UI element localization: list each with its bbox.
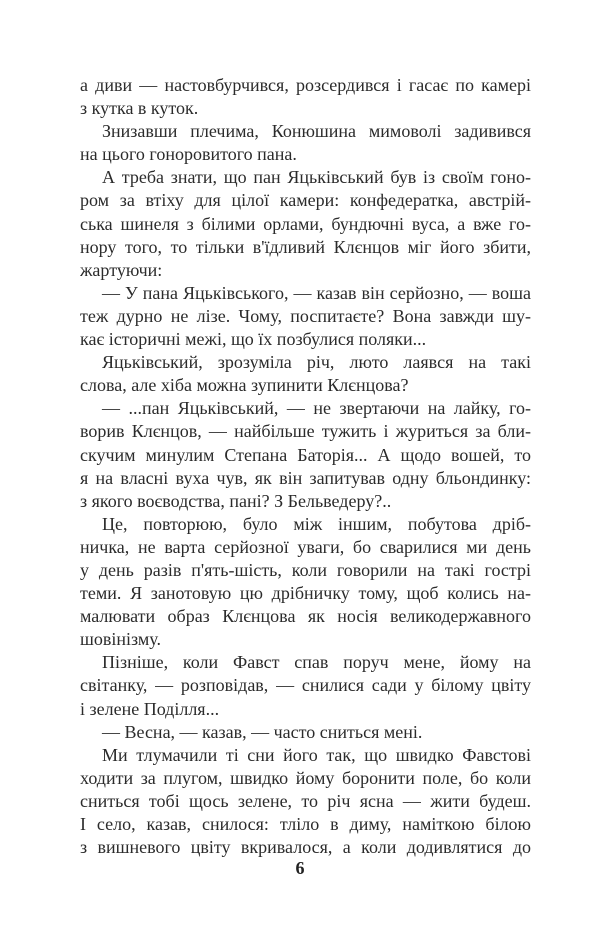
text-line: Яцьківський, зрозуміла річ, люто лаявся на такі [102, 352, 531, 373]
text-line: і зелене Поділля... [80, 698, 220, 719]
text-line: Пізніше, коли Фавст спав поруч мене, йому на [102, 652, 531, 673]
text-line: світанку, — розповідав, — снилися сади у білому цвіту [80, 675, 531, 696]
page-body-text [80, 74, 531, 859]
text-line: Це, повторюю, було між іншим, побутова дріб- [102, 513, 531, 534]
text-line: з вишневого цвіту вкривалося, а коли додивлятися до [80, 837, 531, 858]
text-line: — ...пан Яцьківський, — не звертаючи на лайку, го- [102, 398, 531, 419]
text-line: ром за втіху для цілої камери: конфедератка, австрій- [80, 190, 531, 211]
text-line: сниться тобі щось зелене, то річ ясна — жити будеш. [80, 790, 531, 811]
text-line: скучим минулим Степана Баторія... А щодо вошей, то [80, 444, 531, 465]
text-line: малювати образ Клєнцова як носія великодержавного [80, 606, 531, 627]
text-line: Ми тлумачили ті сни його так, що швидко Фавстові [102, 744, 531, 765]
text-line: нору того, то тільки в'їдливий Клєнцов міг його збити, [80, 236, 531, 257]
text-line: у день разів п'ять-шість, коли говорили на такі гострі [80, 559, 531, 580]
text-line: теж дурно не лізе. Чому, поспитаєте? Вона завжди шу- [80, 305, 531, 326]
text-line: — Весна, — казав, — часто сниться мені. [102, 721, 423, 742]
text-line: А треба знати, що пан Яцьківський був із своїм гоно- [102, 167, 531, 188]
text-line: слова, але хіба можна зупинити Клєнцова? [80, 375, 409, 396]
text-line: ходити за плугом, швидко йому боронити поле, бо коли [80, 767, 531, 788]
text-line: на цього гоноровитого пана. [80, 144, 297, 165]
text-line: теми. Я занотовую цю дрібничку тому, щоб колись на- [80, 583, 531, 604]
text-line: ська шинеля з білими орлами, бундючні вуса, а вже го- [80, 213, 531, 234]
page-number: 6 [295, 858, 305, 878]
text-line: з якого воєводства, пані? З Бельведеру?.. [80, 490, 392, 511]
text-line: Знизавши плечима, Конюшина мимоволі задивився [102, 121, 531, 142]
text-line: жартуючи: [80, 259, 163, 280]
text-line: І село, казав, снилося: тліло в диму, наміткою білою [80, 814, 531, 834]
text-line: — У пана Яцьківського, — казав він серйозно, — воша [102, 282, 531, 303]
text-line: я на власні вуха чув, як він запитував одну бльондинку: [80, 467, 531, 488]
text-line: шовінізму. [80, 629, 161, 650]
text-line: а диви — настовбурчився, розсердився і гасає по камері [80, 75, 531, 95]
text-line: ворив Клєнцов, — найбільше тужить і журиться за бли- [80, 421, 531, 442]
text-line: з кутка в куток. [80, 98, 199, 119]
text-line: ничка, не варта серйозної уваги, бо сварилися ми день [80, 536, 531, 557]
text-line: кає історичні межі, що їх позбулися поляки... [80, 329, 427, 350]
